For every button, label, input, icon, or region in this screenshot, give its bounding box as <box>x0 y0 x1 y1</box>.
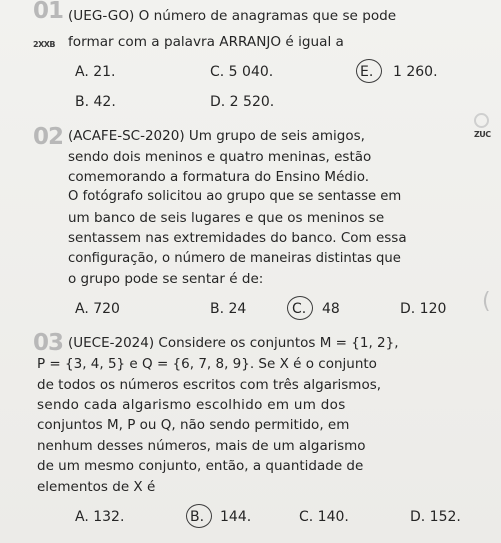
question-1-option-e-value[interactable]: 1 260. <box>393 64 438 80</box>
question-3-option-c[interactable]: C. 140. <box>299 509 349 525</box>
question-2-option-b[interactable]: B. 24 <box>210 301 247 317</box>
question-3-line-4: sendo cada algarismo escolhido em um dos <box>37 397 346 413</box>
question-3-option-a[interactable]: A. 132. <box>75 509 125 525</box>
question-2-line-5: um banco de seis lugares e que os meninos se <box>68 210 385 226</box>
question-2-line-2: sendo dois meninos e quatro meninas, estão <box>68 149 372 165</box>
question-3-option-b-value[interactable]: 144. <box>220 509 252 525</box>
margin-arc-icon: ( <box>482 289 491 314</box>
question-1-option-e-letter[interactable]: E. <box>360 64 374 80</box>
question-1-option-a[interactable]: A. 21. <box>75 64 116 80</box>
question-3-line-2: P = {3, 4, 5} e Q = {6, 7, 8, 9}. Se X é o conjunto <box>37 356 377 372</box>
question-1-option-d[interactable]: D. 2 520. <box>210 94 275 110</box>
margin-circle-icon <box>474 113 489 128</box>
question-2-option-c-letter[interactable]: C. <box>292 301 307 317</box>
question-1-option-c[interactable]: C. 5 040. <box>210 64 274 80</box>
question-3-option-b-letter[interactable]: B. <box>190 509 205 525</box>
question-2-side-tag: ZUC <box>474 130 491 139</box>
question-3-line-5: conjuntos M, P ou Q, não sendo permitido, em <box>37 417 350 433</box>
question-3-line-1: (UECE-2024) Considere os conjuntos M = {1, 2}, <box>68 335 399 351</box>
question-2-option-a[interactable]: A. 720 <box>75 301 120 317</box>
question-3-line-3: de todos os números escritos com três algarismos, <box>37 377 382 393</box>
question-1-tag: 2XXB <box>33 40 55 49</box>
question-3-option-d[interactable]: D. 152. <box>410 509 461 525</box>
question-1-number: 01 <box>33 0 64 24</box>
question-2-line-1: (ACAFE-SC-2020) Um grupo de seis amigos, <box>68 128 365 144</box>
question-2-line-8: o grupo pode se sentar é de: <box>68 271 264 287</box>
question-1-option-b[interactable]: B. 42. <box>75 94 116 110</box>
question-3-line-7: de um mesmo conjunto, então, a quantidade de <box>37 458 364 474</box>
question-2-option-c-value[interactable]: 48 <box>322 301 340 317</box>
question-1-line-1: (UEG-GO) O número de anagramas que se pode <box>68 8 397 24</box>
question-2-option-d[interactable]: D. 120 <box>400 301 447 317</box>
question-2-line-4: O fotógrafo solicitou ao grupo que se sentasse em <box>68 189 402 204</box>
question-2-line-6: sentassem nas extremidades do banco. Com essa <box>68 230 407 246</box>
question-3-line-8: elementos de X é <box>37 479 156 495</box>
question-3-line-6: nenhum desses números, mais de um algarismo <box>37 438 366 454</box>
question-2-line-3: comemorando a formatura do Ensino Médio. <box>68 169 370 185</box>
question-2-number: 02 <box>33 124 64 150</box>
question-3-number: 03 <box>33 330 64 356</box>
question-1-line-2: formar com a palavra ARRANJO é igual a <box>68 34 344 50</box>
question-2-line-7: configuração, o número de maneiras distintas que <box>68 251 401 266</box>
